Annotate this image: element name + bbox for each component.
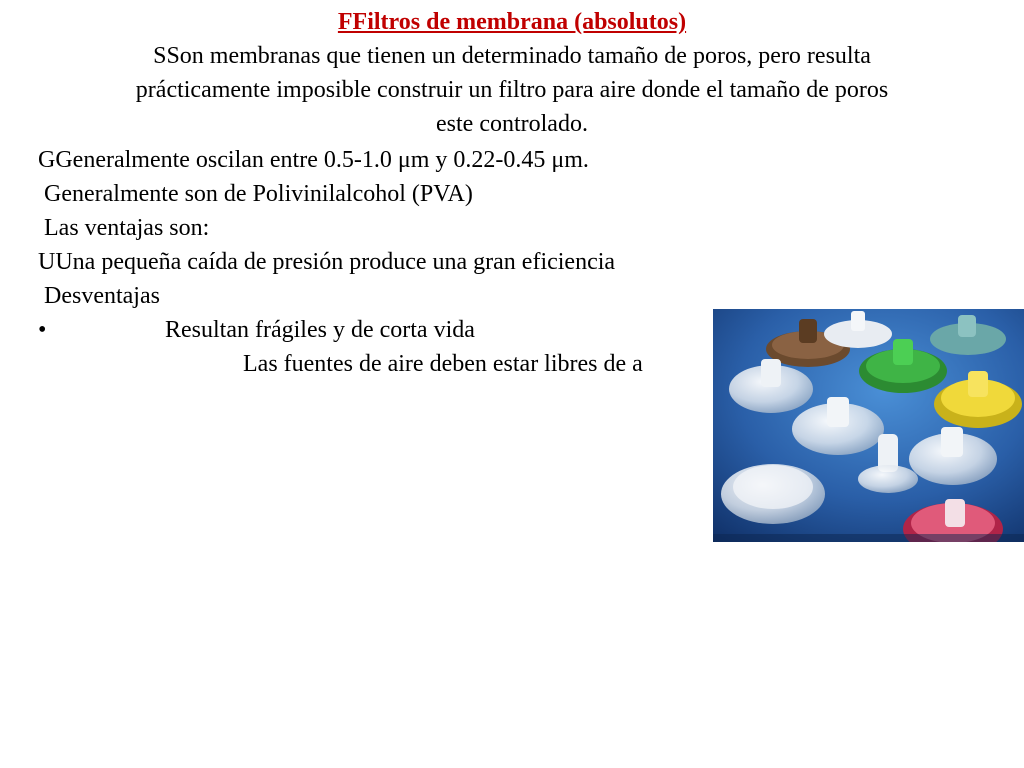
bullet-icon: • <box>38 317 47 343</box>
disadvantages-heading: Desventajas <box>38 283 160 309</box>
paragraph-line-1: SSon membranas que tienen un determinado tamaño de poros, pero resulta <box>153 43 871 69</box>
advantage-item: UUna pequeña caída de presión produce una gran eficiencia <box>38 249 616 275</box>
slide-title: FFiltros de membrana (absolutos) <box>337 9 687 35</box>
pore-range-line: GGeneralmente oscilan entre 0.5-1.0 μm y 0.22-0.45 μm. <box>38 147 589 173</box>
paragraph-line-2: prácticamente imposible construir un filtro para aire donde el tamaño de poros <box>135 77 889 103</box>
syringe-filters-photo-icon <box>713 309 1024 542</box>
material-line: Generalmente son de Polivinilalcohol (PVA) <box>38 181 473 207</box>
disadvantage-item-2: Las fuentes de aire deben estar libres de a <box>243 351 643 377</box>
paragraph-line-3: este controlado. <box>436 111 588 137</box>
advantages-heading: Las ventajas son: <box>38 215 210 241</box>
disadvantage-item-1: Resultan frágiles y de corta vida <box>165 317 475 343</box>
